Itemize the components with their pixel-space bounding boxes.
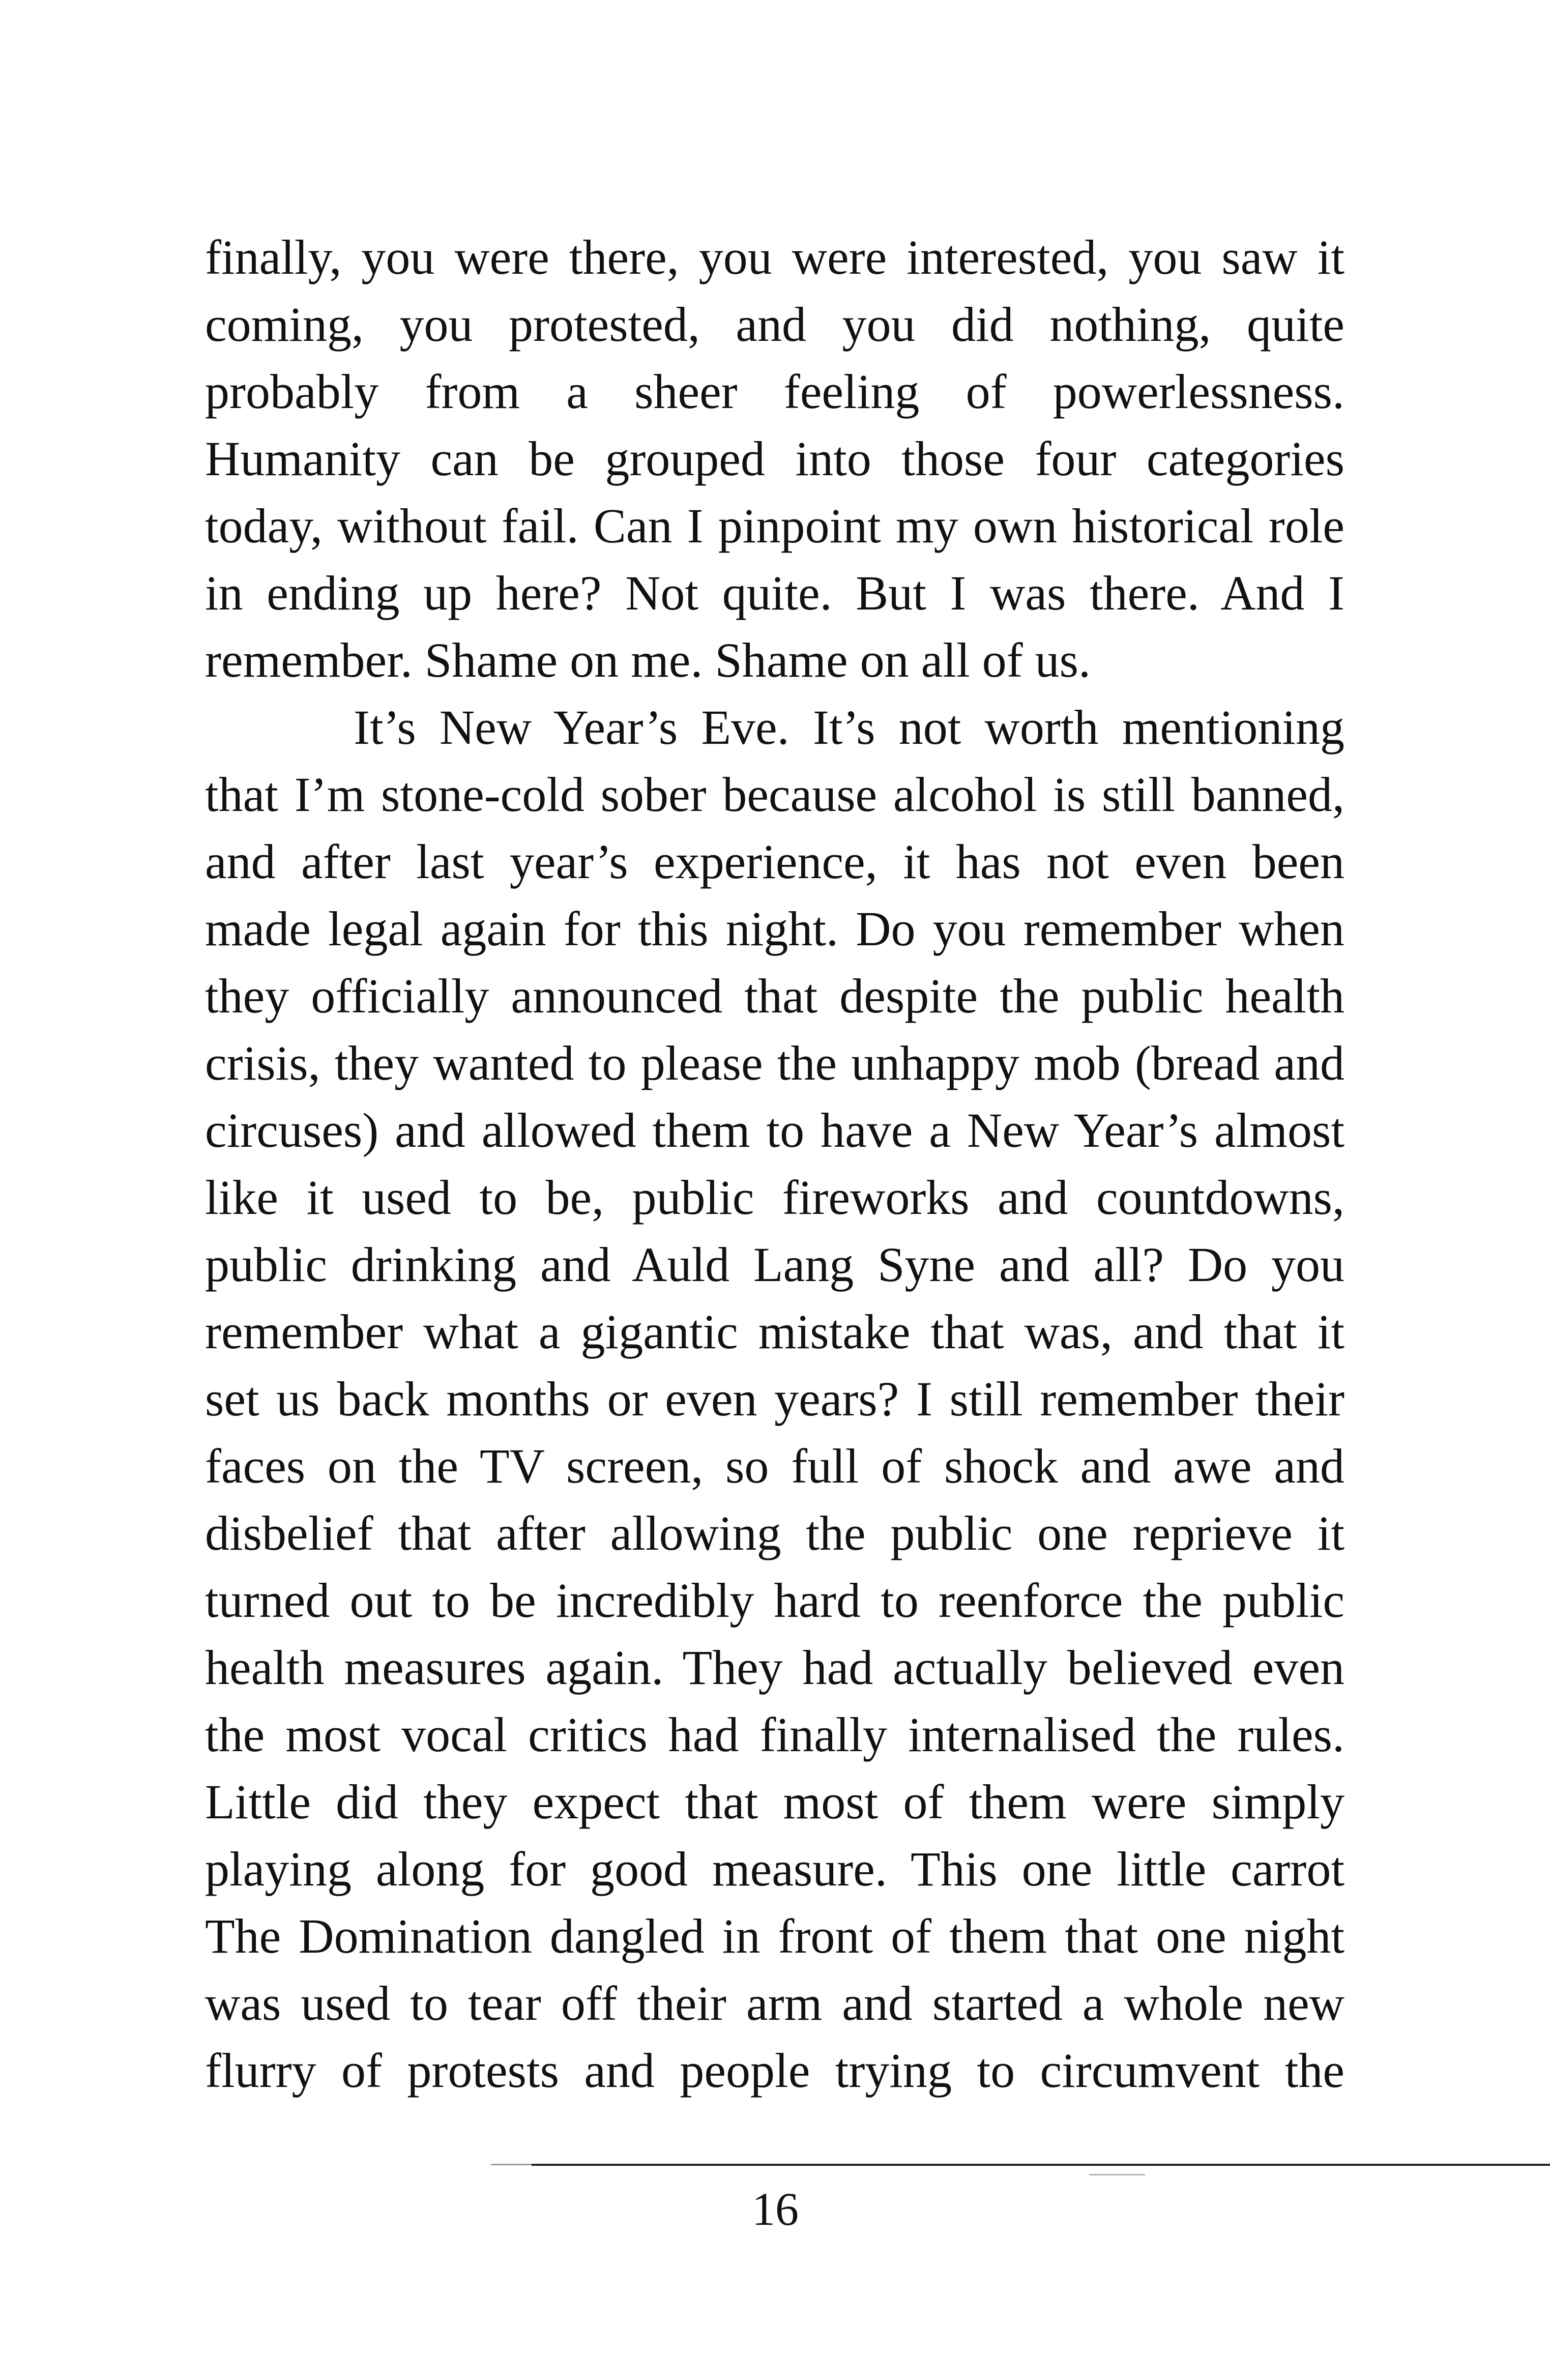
paragraph-start-line: It’s New Year’s Eve. It’s not worth mentioning <box>354 700 1344 754</box>
text-line: like it used to be, public fireworks and countdowns, <box>205 1170 1344 1225</box>
text-line: and after last year’s experience, it has not even been <box>205 834 1344 889</box>
text-line: that I’m stone-cold sober because alcohol is still banned, <box>205 767 1344 822</box>
text-line: set us back months or even years? I still remember their <box>205 1372 1344 1426</box>
text-line: finally, you were there, you were interested, you saw it <box>205 230 1344 284</box>
text-line: probably from a sheer feeling of powerlessness. <box>205 364 1344 419</box>
text-line: the most vocal critics had finally internalised the rules. <box>205 1707 1344 1762</box>
footer-divider-fade <box>491 2164 532 2165</box>
text-line: The Domination dangled in front of them that one night <box>205 1909 1344 1963</box>
text-line: they officially announced that despite the public health <box>205 969 1344 1023</box>
text-line: in ending up here? Not quite. But I was there. And I <box>205 566 1344 620</box>
text-line: faces on the TV screen, so full of shock and awe and <box>205 1439 1344 1493</box>
page-number: 16 <box>752 2183 799 2235</box>
text-line: remember what a gigantic mistake that was, and that it <box>205 1304 1344 1359</box>
footer-divider <box>532 2164 1550 2166</box>
text-line: Humanity can be grouped into those four categories <box>205 431 1344 486</box>
footer-mark <box>1089 2174 1145 2175</box>
text-line: turned out to be incredibly hard to reenforce the public <box>205 1573 1344 1628</box>
paragraph-end-line: remember. Shame on me. Shame on all of us. <box>205 633 1091 687</box>
text-line: public drinking and Auld Lang Syne and all? Do you <box>205 1237 1344 1292</box>
text-line: today, without fail. Can I pinpoint my own historical role <box>205 499 1344 553</box>
text-line: was used to tear off their arm and started a whole new <box>205 1976 1344 2030</box>
text-line: health measures again. They had actually believed even <box>205 1640 1344 1695</box>
text-line: flurry of protests and people trying to circumvent the <box>205 2043 1344 2098</box>
text-line: playing along for good measure. This one little carrot <box>205 1842 1344 1896</box>
text-line: disbelief that after allowing the public one reprieve it <box>205 1506 1344 1560</box>
text-line: made legal again for this night. Do you remember when <box>205 902 1344 956</box>
body-text <box>205 224 1344 2104</box>
text-line: coming, you protested, and you did nothing, quite <box>205 297 1344 352</box>
text-line: circuses) and allowed them to have a New Year’s almost <box>205 1103 1344 1157</box>
text-line: Little did they expect that most of them were simply <box>205 1775 1344 1829</box>
text-line: crisis, they wanted to please the unhappy mob (bread and <box>205 1036 1344 1090</box>
